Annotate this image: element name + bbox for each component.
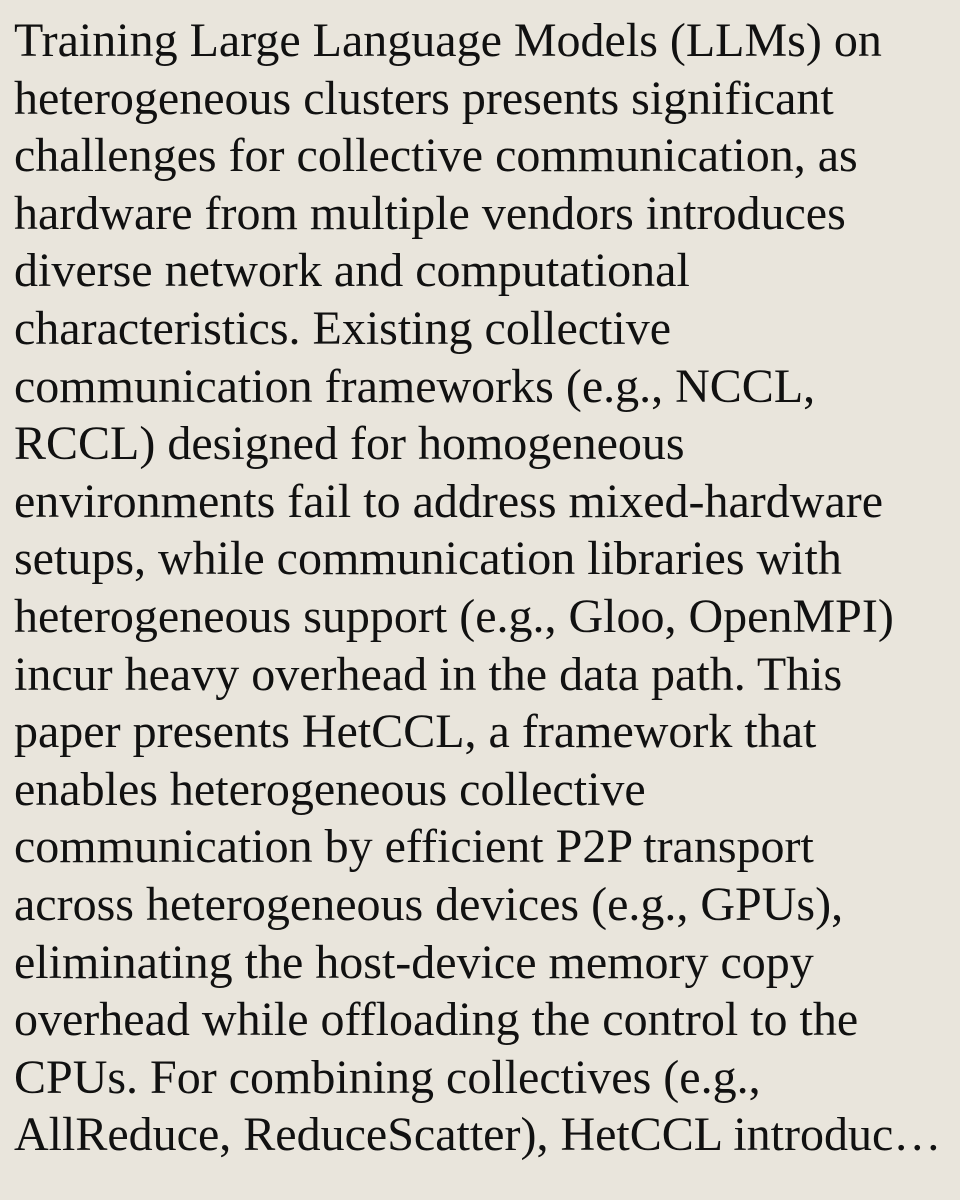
abstract-line-12: incur heavy overhead in the data path. This xyxy=(14,647,843,701)
abstract-line-10: setups, while communication libraries with xyxy=(14,532,842,586)
abstract-line-4: hardware from multiple vendors introduces xyxy=(14,186,846,240)
abstract-line-20: AllReduce, ReduceScatter), HetCCL introduc… xyxy=(14,1108,942,1162)
abstract-line-15: communication by efficient P2P transport xyxy=(14,820,814,874)
abstract-line-14: enables heterogeneous collective xyxy=(14,762,646,816)
abstract-line-11: heterogeneous support (e.g., Gloo, OpenMPI) xyxy=(14,589,894,643)
abstract-line-5: diverse network and computational xyxy=(14,244,690,298)
abstract-text xyxy=(14,12,946,1164)
abstract-line-7: communication frameworks (e.g., NCCL, xyxy=(14,359,816,413)
abstract-line-9: environments fail to address mixed-hardware xyxy=(14,474,884,528)
abstract-line-19: CPUs. For combining collectives (e.g., xyxy=(14,1050,761,1104)
abstract-line-17: eliminating the host-device memory copy xyxy=(14,935,814,989)
abstract-line-6: characteristics. Existing collective xyxy=(14,301,672,355)
abstract-line-16: across heterogeneous devices (e.g., GPUs), xyxy=(14,877,844,931)
abstract-line-13: paper presents HetCCL, a framework that xyxy=(14,705,817,759)
abstract-line-18: overhead while offloading the control to the xyxy=(14,993,859,1047)
abstract-line-3: challenges for collective communication, as xyxy=(14,129,858,183)
abstract-line-1: Training Large Language Models (LLMs) on xyxy=(14,14,882,67)
abstract-line-8: RCCL) designed for homogeneous xyxy=(14,417,685,471)
abstract-line-2: heterogeneous clusters presents significant xyxy=(14,71,834,125)
